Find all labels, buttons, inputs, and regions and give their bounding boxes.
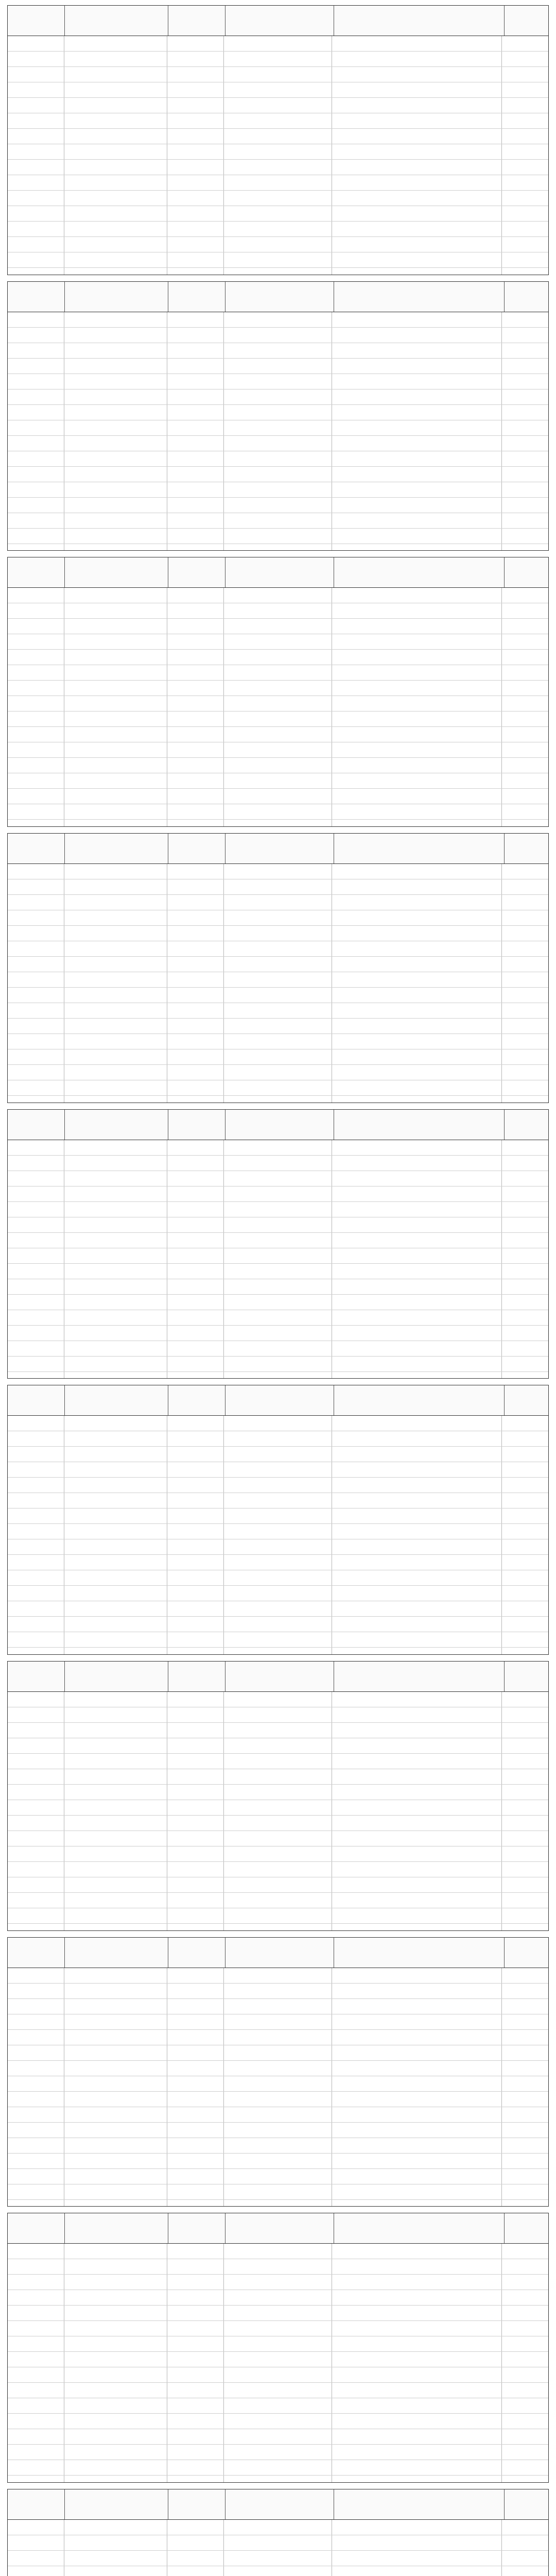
table-block xyxy=(7,557,549,827)
header-remarks xyxy=(505,1938,548,1968)
header-institution-code xyxy=(8,834,65,863)
table-block xyxy=(7,281,549,551)
table-block xyxy=(7,833,549,1103)
table-header-row xyxy=(8,1110,548,1140)
header-major-name xyxy=(225,1110,334,1140)
header-exam-subjects xyxy=(334,282,505,312)
header-institution-code xyxy=(8,1662,65,1691)
header-remarks xyxy=(505,2489,548,2519)
table-block xyxy=(7,1385,549,1655)
header-major-code xyxy=(168,6,225,36)
header-institution-code xyxy=(8,2213,65,2243)
table-header-row xyxy=(8,834,548,864)
header-institution-name xyxy=(65,557,168,587)
header-major-code xyxy=(168,1938,225,1968)
header-exam-subjects xyxy=(334,834,505,863)
header-exam-subjects xyxy=(334,2213,505,2243)
header-institution-name xyxy=(65,1938,168,1968)
header-institution-code xyxy=(8,1385,65,1415)
header-major-code xyxy=(168,1110,225,1140)
header-institution-name xyxy=(65,1110,168,1140)
header-remarks xyxy=(505,1110,548,1140)
table-body xyxy=(8,864,548,1103)
header-institution-code xyxy=(8,282,65,312)
table-body xyxy=(8,1416,548,1654)
table-block xyxy=(7,2213,549,2483)
header-major-name xyxy=(225,557,334,587)
header-remarks xyxy=(505,2213,548,2243)
header-institution-name xyxy=(65,1662,168,1691)
header-institution-name xyxy=(65,834,168,863)
header-institution-code xyxy=(8,557,65,587)
header-major-code xyxy=(168,2489,225,2519)
header-major-code xyxy=(168,282,225,312)
table-block xyxy=(7,1937,549,2207)
header-remarks xyxy=(505,1385,548,1415)
header-exam-subjects xyxy=(334,2489,505,2519)
table-header-row xyxy=(8,1662,548,1692)
table-body xyxy=(8,312,548,551)
header-institution-name xyxy=(65,2213,168,2243)
header-institution-name xyxy=(65,2489,168,2519)
table-block xyxy=(7,1109,549,1379)
header-remarks xyxy=(505,1662,548,1691)
header-major-name xyxy=(225,2213,334,2243)
header-major-code xyxy=(168,1662,225,1691)
header-major-name xyxy=(225,282,334,312)
header-major-name xyxy=(225,6,334,36)
header-major-name xyxy=(225,1662,334,1691)
table-body xyxy=(8,1692,548,1930)
table-header-row xyxy=(8,1938,548,1968)
table-header-row xyxy=(8,1385,548,1416)
header-institution-code xyxy=(8,1938,65,1968)
table-body xyxy=(8,2244,548,2482)
table-block xyxy=(7,5,549,275)
table-body xyxy=(8,1968,548,2207)
table-header-row xyxy=(8,2213,548,2244)
header-major-code xyxy=(168,1385,225,1415)
header-remarks xyxy=(505,557,548,587)
table-block xyxy=(7,1661,549,1931)
header-institution-code xyxy=(8,6,65,36)
table-header-row xyxy=(8,282,548,312)
table-header-row xyxy=(8,557,548,588)
header-major-code xyxy=(168,557,225,587)
table-block xyxy=(7,2489,549,2576)
header-exam-subjects xyxy=(334,6,505,36)
header-exam-subjects xyxy=(334,1938,505,1968)
header-institution-name xyxy=(65,1385,168,1415)
header-exam-subjects xyxy=(334,1110,505,1140)
header-major-name xyxy=(225,834,334,863)
header-major-code xyxy=(168,834,225,863)
header-exam-subjects xyxy=(334,1662,505,1691)
header-institution-code xyxy=(8,2489,65,2519)
table-body xyxy=(8,1140,548,1379)
table-body xyxy=(8,588,548,826)
table-body xyxy=(8,36,548,275)
header-institution-name xyxy=(65,282,168,312)
header-remarks xyxy=(505,282,548,312)
header-institution-code xyxy=(8,1110,65,1140)
header-institution-name xyxy=(65,6,168,36)
table-header-row xyxy=(8,6,548,36)
header-exam-subjects xyxy=(334,557,505,587)
document-page xyxy=(7,5,549,2576)
table-header-row xyxy=(8,2489,548,2520)
header-exam-subjects xyxy=(334,1385,505,1415)
header-remarks xyxy=(505,6,548,36)
header-major-name xyxy=(225,1938,334,1968)
header-major-name xyxy=(225,1385,334,1415)
header-major-code xyxy=(168,2213,225,2243)
header-major-name xyxy=(225,2489,334,2519)
header-remarks xyxy=(505,834,548,863)
table-body xyxy=(8,2520,548,2576)
